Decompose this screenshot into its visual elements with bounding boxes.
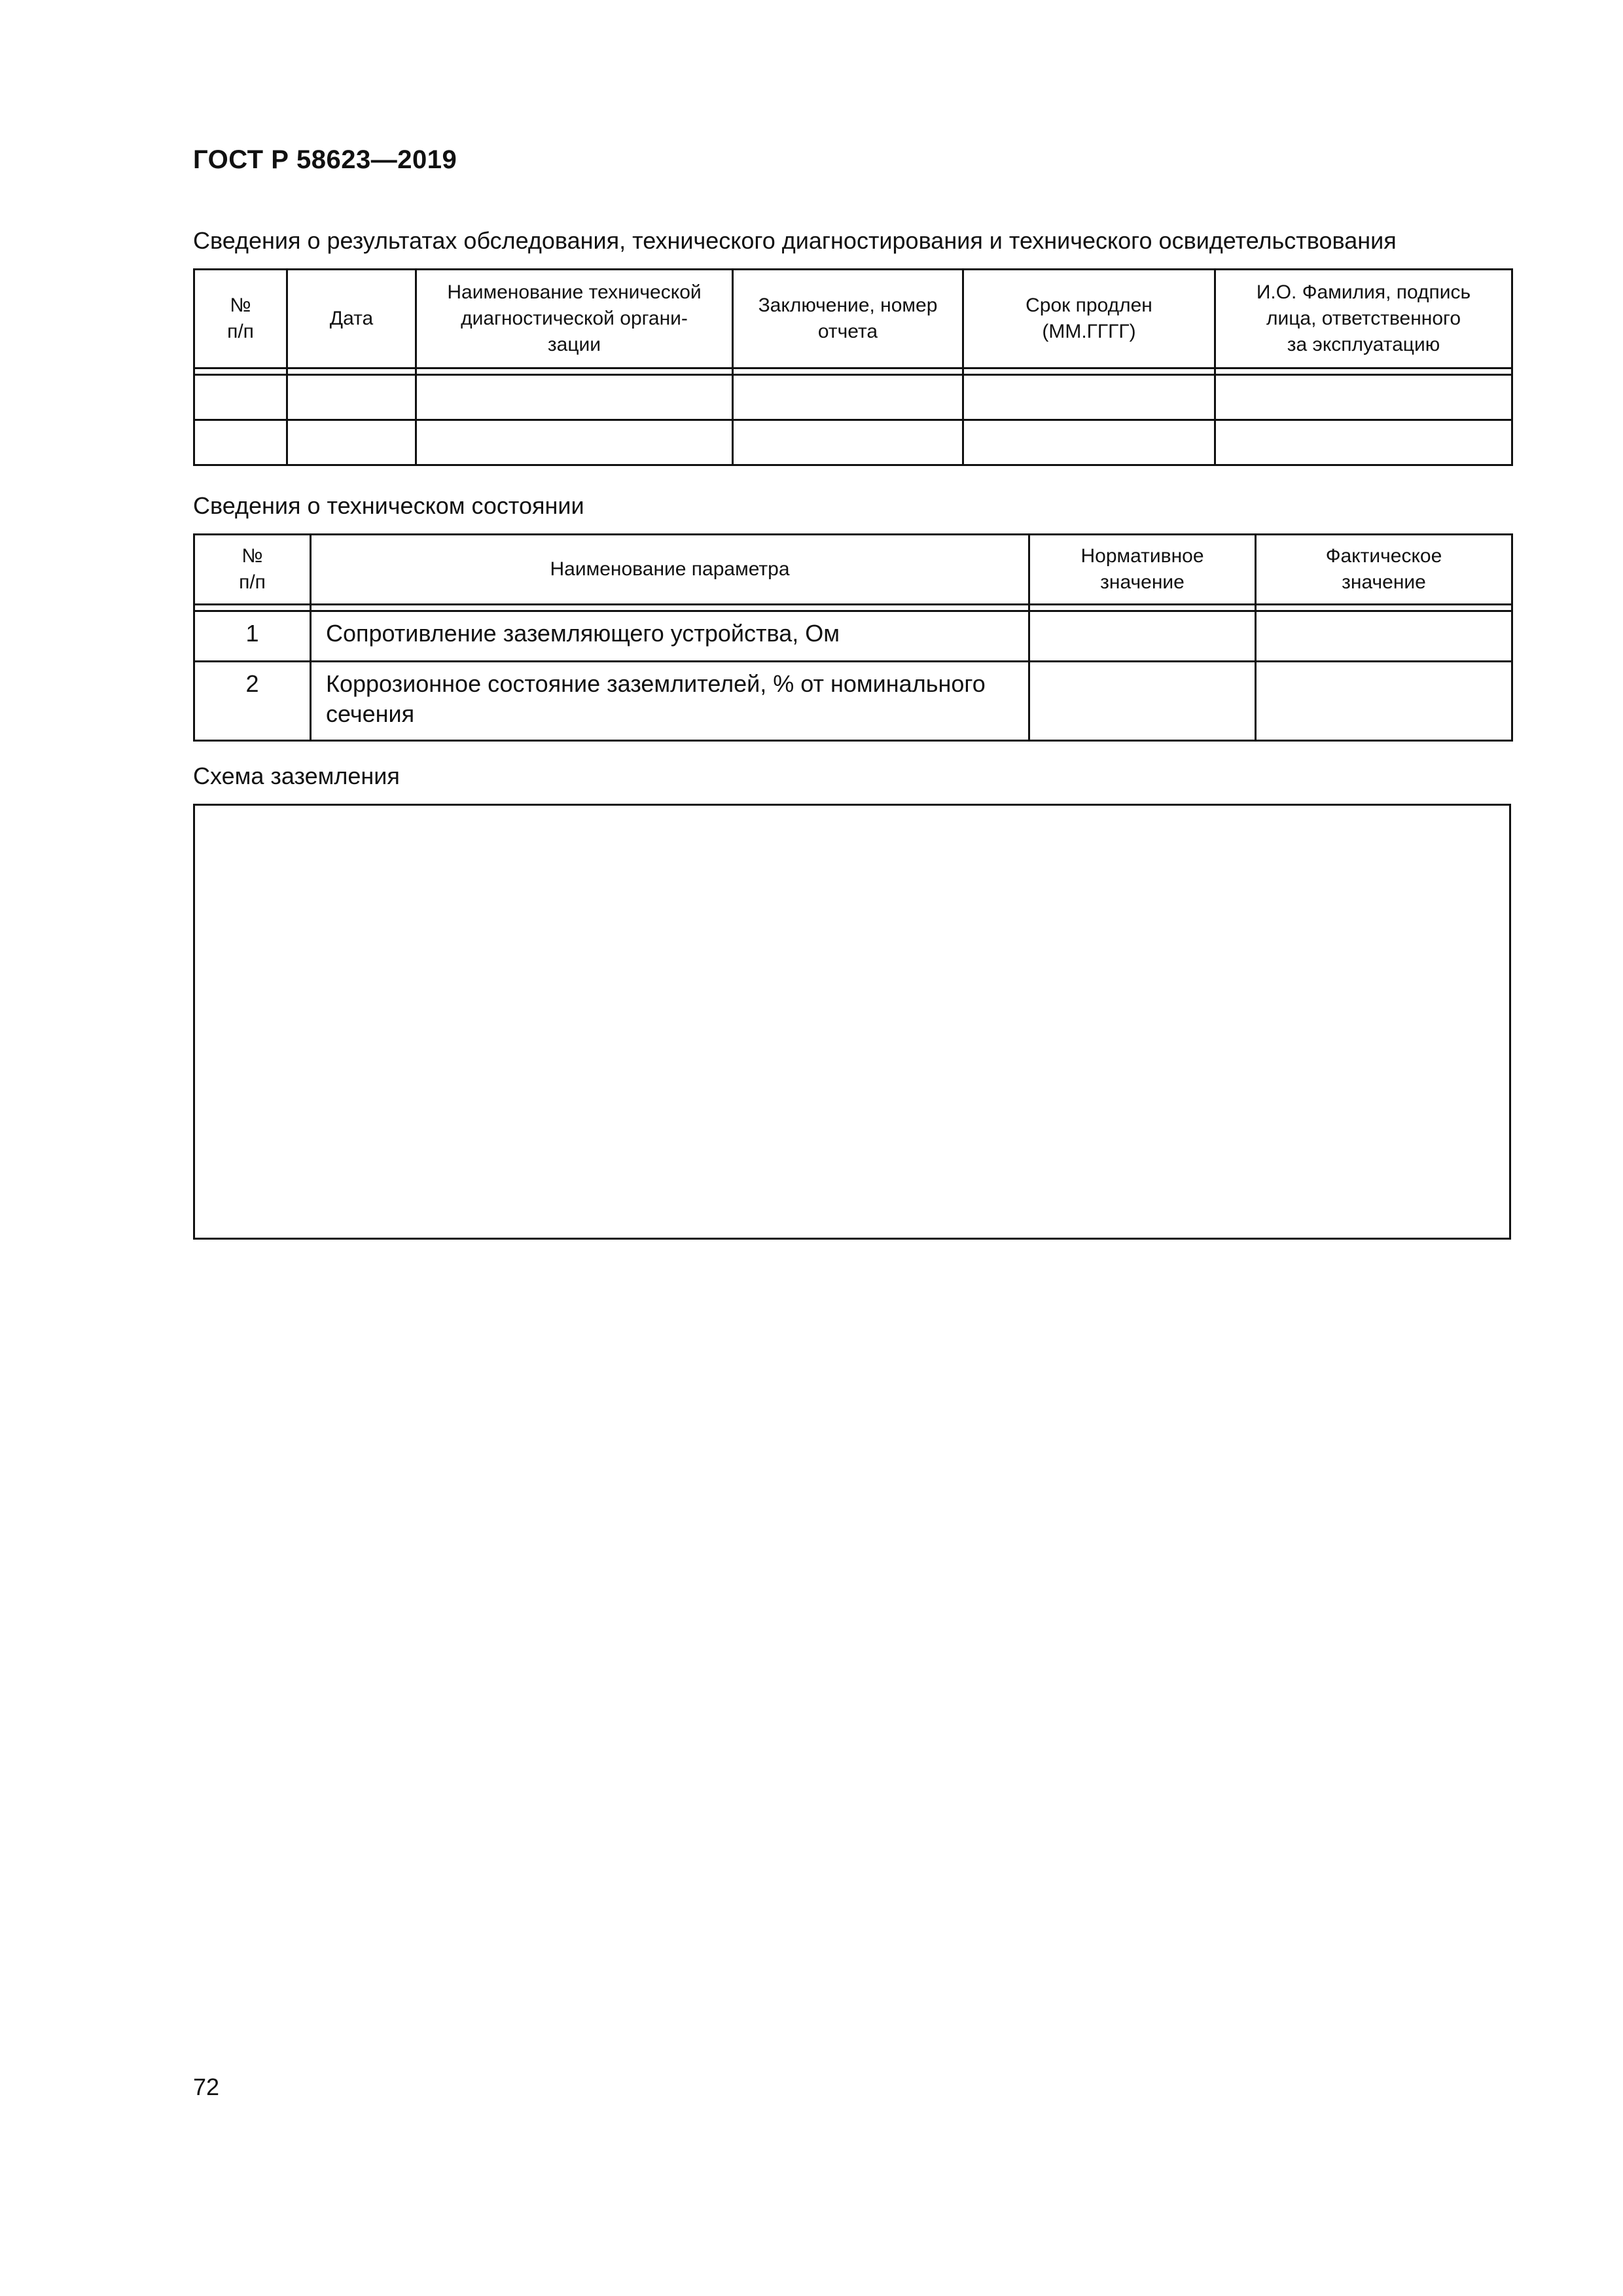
column-header-date: Дата [287, 270, 416, 368]
technical-condition-table [193, 533, 1513, 742]
column-header-normative-value: Нормативное значение [1029, 535, 1256, 605]
survey-section-caption: Сведения о результатах обследования, технического диагностирования и технического освидетельствования [193, 227, 1397, 254]
column-header-conclusion: Заключение, номер отчета [733, 270, 963, 368]
table-row [194, 420, 1512, 465]
table-cell[interactable] [963, 420, 1215, 465]
column-header-number: № п/п [194, 535, 311, 605]
table-cell[interactable] [416, 375, 733, 420]
table-cell[interactable] [1215, 375, 1512, 420]
row-number: 2 [194, 662, 311, 741]
table-header-row [194, 535, 1512, 605]
normative-value-cell[interactable] [1029, 611, 1256, 662]
scheme-section-caption: Схема заземления [193, 762, 400, 789]
survey-results-table [193, 268, 1513, 466]
table-cell[interactable] [194, 420, 287, 465]
table-cell[interactable] [733, 420, 963, 465]
normative-value-cell[interactable] [1029, 662, 1256, 741]
header-separator [194, 605, 1512, 611]
table-row [194, 375, 1512, 420]
table-cell[interactable] [416, 420, 733, 465]
condition-section-caption: Сведения о техническом состоянии [193, 492, 584, 519]
actual-value-cell[interactable] [1256, 611, 1512, 662]
column-header-responsible-person: И.О. Фамилия, подпись лица, ответственного за эксплуатацию [1215, 270, 1512, 368]
table-row [194, 611, 1512, 662]
table-cell[interactable] [194, 375, 287, 420]
table-cell[interactable] [287, 420, 416, 465]
document-header: ГОСТ Р 58623—2019 [193, 145, 457, 174]
table-cell[interactable] [287, 375, 416, 420]
parameter-name: Сопротивление заземляющего устройства, Ом [311, 611, 1029, 662]
table-header-row [194, 270, 1512, 368]
grounding-scheme-box[interactable] [193, 804, 1511, 1240]
header-separator [194, 368, 1512, 375]
parameter-name: Коррозионное состояние заземлителей, % от номинального сечения [311, 662, 1029, 741]
row-number: 1 [194, 611, 311, 662]
actual-value-cell[interactable] [1256, 662, 1512, 741]
table-cell[interactable] [963, 375, 1215, 420]
column-header-actual-value: Фактическое значение [1256, 535, 1512, 605]
table-row [194, 662, 1512, 741]
table-cell[interactable] [733, 375, 963, 420]
column-header-organization: Наименование технической диагностической органи- зации [416, 270, 733, 368]
column-header-parameter: Наименование параметра [311, 535, 1029, 605]
column-header-number: № п/п [194, 270, 287, 368]
column-header-extended-until: Срок продлен (ММ.ГГГГ) [963, 270, 1215, 368]
page-number: 72 [193, 2073, 220, 2100]
table-cell[interactable] [1215, 420, 1512, 465]
